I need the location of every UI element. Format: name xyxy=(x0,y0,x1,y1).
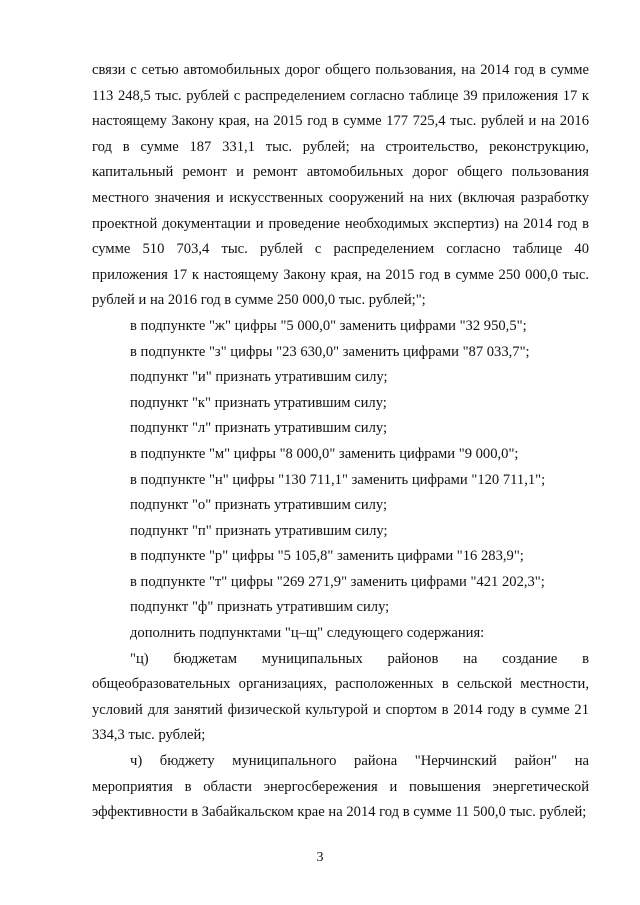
page-number: 3 xyxy=(316,850,324,865)
list-item: подпункт "о" признать утратившим силу; xyxy=(130,497,388,514)
document-body xyxy=(92,58,589,826)
list-item: подпункт "и" признать утратившим силу; xyxy=(130,369,388,386)
list-item: подпункт "п" признать утратившим силу; xyxy=(130,522,388,539)
list-item: дополнить подпунктами "ц–щ" следующего содержания: xyxy=(130,625,485,642)
list-item: подпункт "л" признать утратившим силу; xyxy=(130,420,388,437)
list-item: в подпункте "м" цифры "8 000,0" заменить цифрами "9 000,0"; xyxy=(130,445,519,462)
continuation-paragraph: связи с сетью автомобильных дорог общего пользования, на 2014 год в сумме 113 248,5 тыс. рублей с распределением согласно таблице 39 приложения 17 к настоящему Закону края, на 2015 год в сумме 177 725,4 тыс. рублей и на 2016 год в сумме 187 331,1 тыс. рублей; на строительство, реконструкцию, капитальный ремонт и ремонт автомобильных дорог общего пользования местного значения и искусственных сооружений на них (включая разработку проектной документации и проведение необходимых экспертиз) на 2014 год в сумме 510 703,4 тыс. рублей с распределением согласно таблице 40 приложения 17 к настоящему Закону края, на 2015 год в сумме 250 000,0 тыс. рублей и на 2016 год в сумме 250 000,0 тыс. рублей;"; xyxy=(92,62,589,309)
list-item: подпункт "к" признать утратившим силу; xyxy=(130,394,387,411)
list-item: в подпункте "н" цифры "130 711,1" заменить цифрами "120 711,1"; xyxy=(130,471,546,488)
list-item: подпункт "ф" признать утратившим силу; xyxy=(130,599,390,616)
subparagraph-ch: ч) бюджету муниципального района "Нерчинский район" на мероприятия в области энергосбережения и повышения энергетической эффективности в Забайкальском крае на 2014 год в сумме 11 500,0 тыс. рублей; xyxy=(92,753,589,821)
list-item: в подпункте "ж" цифры "5 000,0" заменить цифрами "32 950,5"; xyxy=(130,317,527,334)
list-item: в подпункте "т" цифры "269 271,9" заменить цифрами "421 202,3"; xyxy=(130,573,545,590)
list-item: в подпункте "з" цифры "23 630,0" заменить цифрами "87 033,7"; xyxy=(130,343,530,360)
subparagraph-ts: "ц) бюджетам муниципальных районов на создание в общеобразовательных организациях, расположенных в сельской местности, условий для занятий физической культурой и спортом в 2014 году в сумме 21 334,3 тыс. рублей; xyxy=(92,650,589,744)
list-item: в подпункте "р" цифры "5 105,8" заменить цифрами "16 283,9"; xyxy=(130,548,524,565)
